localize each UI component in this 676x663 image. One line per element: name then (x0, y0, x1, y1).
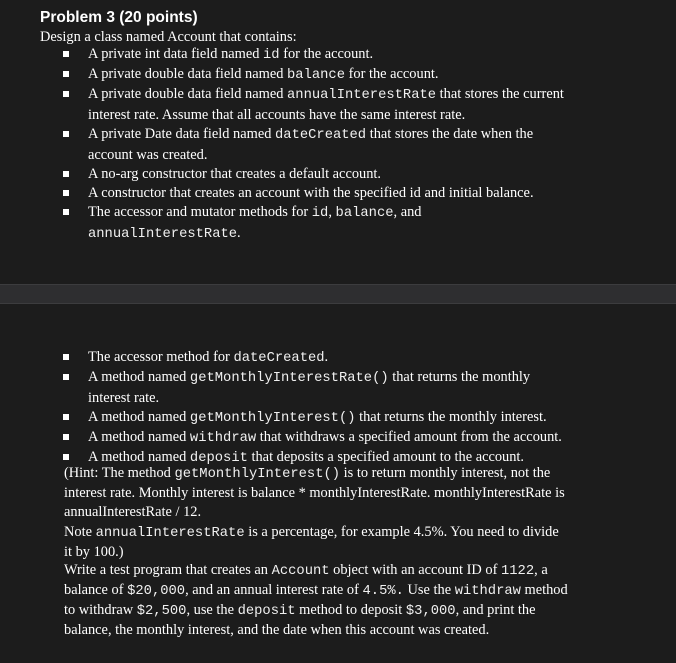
list-item: A no-arg constructor that creates a default account. (0, 165, 676, 184)
bullet-icon (63, 354, 69, 360)
bullet-icon (63, 71, 69, 77)
bullet-icon (63, 190, 69, 196)
list-item: A method named getMonthlyInterestRate() that returns the monthly interest rate. (0, 368, 676, 408)
bullet-icon (63, 51, 69, 57)
list-item: The accessor method for dateCreated. (0, 348, 676, 368)
requirements-list-1 (0, 45, 676, 244)
list-item: A private double data field named annualInterestRate that stores the current interest rate. Assume that all accounts have the same interest rate. (0, 85, 676, 125)
note-paragraph: Note annualInterestRate is a percentage, for example 4.5%. You need to divide it by 100.) (64, 524, 559, 560)
problem-top-section (0, 0, 676, 284)
list-item: A private int data field named id for the account. (0, 45, 676, 65)
problem-title: Problem 3 (20 points) (40, 9, 198, 26)
list-item: A method named withdraw that withdraws a specified amount from the account. (0, 428, 676, 448)
problem-intro: Design a class named Account that contains: (40, 29, 297, 45)
bullet-icon (63, 434, 69, 440)
list-item: A constructor that creates an account with the specified id and initial balance. (0, 184, 676, 203)
list-item: A private double data field named balance for the account. (0, 65, 676, 85)
bullet-icon (63, 454, 69, 460)
bullet-icon (63, 131, 69, 137)
bullet-icon (63, 414, 69, 420)
list-item: A private Date data field named dateCreated that stores the date when the account was created. (0, 125, 676, 165)
hint-paragraph: (Hint: The method getMonthlyInterest() is to return monthly interest, not the interest rate. Monthly interest is balance * monthlyInterestRate. monthlyInterestRate is annualInterestRate / 12. (64, 465, 565, 520)
problem-bottom-section (0, 304, 676, 663)
test-program-paragraph: Write a test program that creates an Account object with an account ID of 1122, a balance of $20,000, and an annual interest rate of 4.5%. Use the withdraw method to withdraw $2,500, use the deposit method to deposit $3,000, and print the balance, the monthly interest, and the date when this account was created. (64, 562, 568, 638)
bullet-icon (63, 374, 69, 380)
list-item: A method named getMonthlyInterest() that returns the monthly interest. (0, 408, 676, 428)
requirements-list-2 (0, 348, 676, 468)
list-item: The accessor and mutator methods for id, balance, and annualInterestRate. (0, 203, 676, 244)
bullet-icon (63, 171, 69, 177)
list-item: A method named deposit that deposits a specified amount to the account. (0, 448, 676, 468)
bullet-icon (63, 209, 69, 215)
bullet-icon (63, 91, 69, 97)
section-divider (0, 284, 676, 304)
